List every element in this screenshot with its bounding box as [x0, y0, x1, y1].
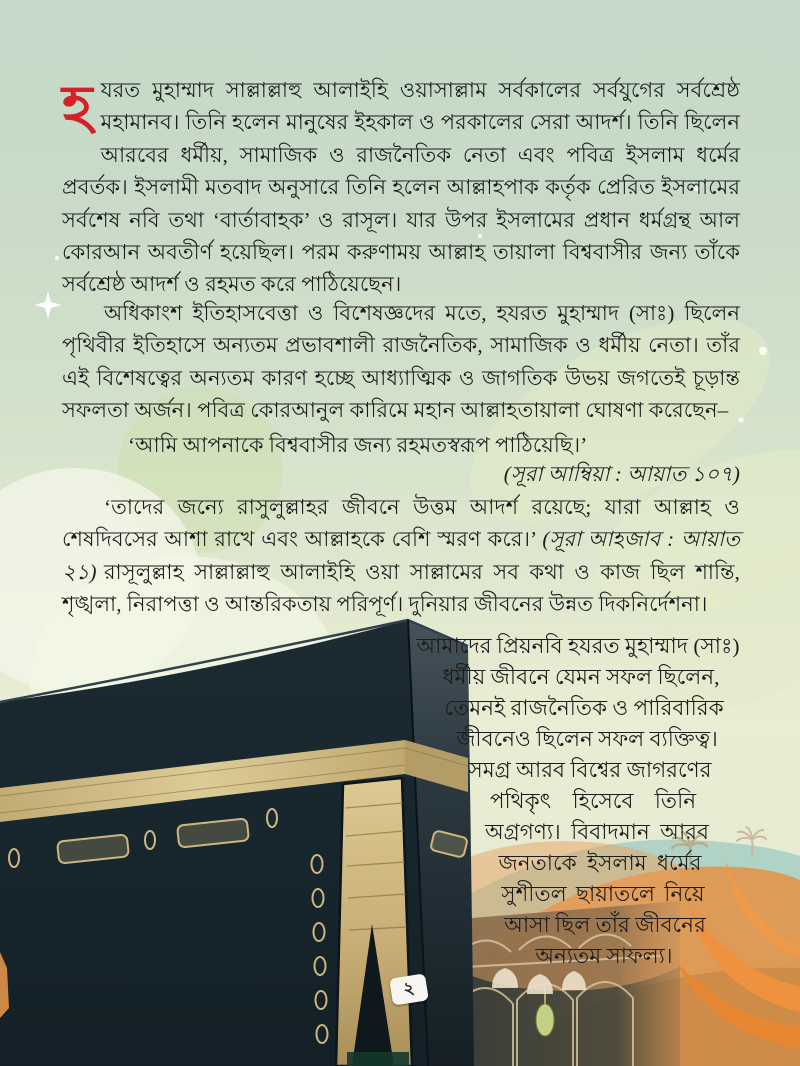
- column-line: পথিকৃৎ হিসেবে তিনি: [489, 789, 697, 813]
- paragraph-1: [62, 74, 740, 301]
- paragraph-1-text: যরত মুহাম্মাদ সাল্লাল্লাহু আলাইহি ওয়াসাল্লাম সর্বকালের সর্বযুগের সর্বশ্রেষ্ঠ মহামানব। তিনি হলেন মানুষের ইহকাল ও পরকালের সেরা আদর্শ। তিনি ছিলেন আরবের ধর্মীয়, সামাজিক ও রাজনৈতিক নেতা এবং পবিত্র ইসলাম ধর্মের প্রবর্তক। ইসলামী মতবাদ অনুসারে তিনি হলেন আল্লাহপাক কর্তৃক প্রেরিত ইসলামের সর্বশেষ নবি তথা ‘বার্তাবাহক’ ও রাসূল। যার উপর ইসলামের প্রধান ধর্মগ্রন্থ আল কোরআন অবতীর্ণ হয়েছিল। পরম করুণাময় আল্লাহ তায়ালা বিশ্ববাসীর জন্য তাঁকে সর্বশ্রেষ্ঠ আদর্শ ও রহমত করে পাঠিয়েছেন।: [62, 78, 740, 297]
- column-line: আসা ছিল তাঁর জীবনের: [504, 913, 706, 937]
- kaaba-door-curtain: [336, 778, 412, 1066]
- column-line: তেমনই রাজনৈতিক ও পারিবারিক: [444, 696, 724, 720]
- column-line: সুশীতল ছায়াতলে নিয়ে: [501, 882, 705, 906]
- quran-quote-1: ‘আমি আপনাকে বিশ্ববাসীর জন্য রহমতস্বরূপ পাঠিয়েছি।’: [128, 433, 588, 457]
- column-line: জনতাকে ইসলাম ধর্মের: [498, 851, 702, 875]
- column-line: অন্যতম সাফল্য।: [535, 944, 673, 968]
- column-line: ধর্মীয় জীবনে যেমন সফল ছিলেন,: [442, 665, 720, 689]
- column-line: সমগ্র আরব বিশ্বের জাগরণের: [468, 758, 712, 782]
- quote-2-text: ‘তাদের জন্যে রাসুলুল্লাহর জীবনে উত্তম আদর্শ রয়েছে; যারা আল্লাহ ও শেষদিবসের আশা রাখে এবং আল্লাহকে বেশি স্মরণ করে।’: [62, 495, 740, 552]
- column-line: অগ্রগণ্য। বিবাদমান আরব: [485, 820, 709, 844]
- page-number-badge: ২: [389, 973, 429, 1005]
- sparkle-star-icon: [34, 291, 62, 319]
- quote-1-citation: (সূরা আম্বিয়া : আয়াত ১০৭): [503, 462, 740, 486]
- wrapped-column: [410, 631, 746, 972]
- paragraph-3: রাসূলুল্লাহ সাল্লাল্লাহু আলাইহি ওয়া সাল্লামের সব কথা ও কাজ ছিল শান্তি, শৃঙ্খলা, নিরাপত্তা ও আন্তরিকতায় পরিপূর্ণ। দুনিয়ার জীবনের উন্নত দিকনির্দেশনা।: [62, 560, 740, 617]
- quote-2-citation: (সূরা আহজাব : আয়াত ২১): [62, 527, 740, 584]
- column-line: জীবনেও ছিলেন সফল ব্যক্তিত্ব।: [456, 727, 718, 751]
- column-line: আমাদের প্রিয়নবি হযরত মুহাম্মাদ (সাঃ): [416, 634, 740, 658]
- dropcap-letter: হ: [62, 74, 93, 139]
- paragraph-2: অধিকাংশ ইতিহাসবেত্তা ও বিশেষজ্ঞদের মতে, হযরত মুহাম্মাদ (সাঃ) ছিলেন পৃথিবীর ইতিহাসে অন্যতম প্রভাবশালী রাজনৈতিক, সামাজিক ও ধর্মীয় নেতা। তাঁর এই বিশেষত্বের অন্যতম কারণ হচ্ছে আধ্যাত্মিক ও জাগতিক উভয় জগতেই চূড়ান্ত সফলতা অর্জন। পবিত্র কোরআনুল কারিমে মহান আল্লাহতায়ালা ঘোষণা করেছেন–: [62, 301, 740, 423]
